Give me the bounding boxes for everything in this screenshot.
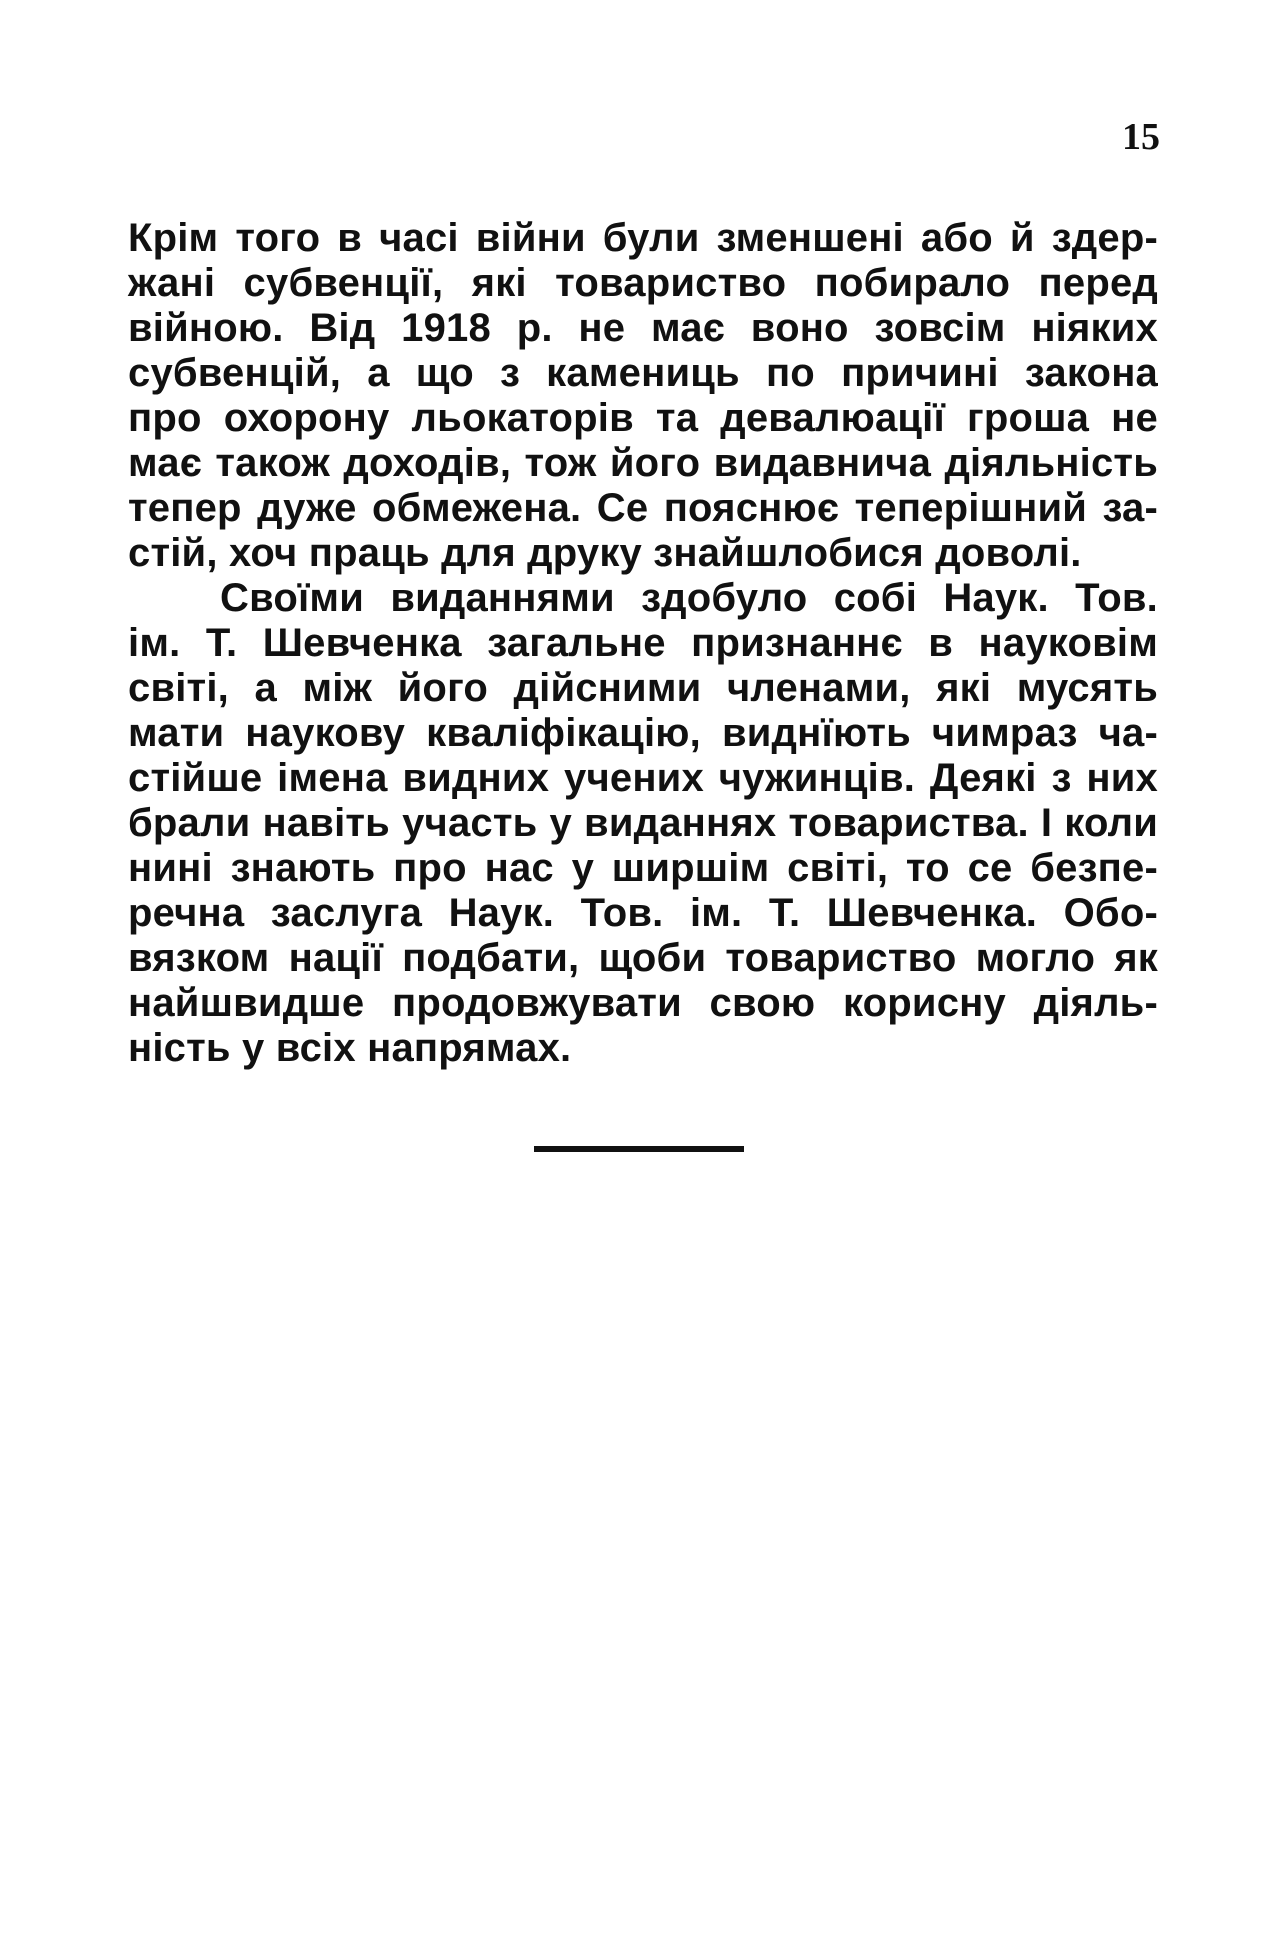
text-line: тепер дуже обмежена. Се пояснює теперішний за- xyxy=(128,486,1158,530)
text-line: жані субвенції, які товариство побирало перед xyxy=(128,261,1158,305)
text-line: Своїми виданнями здобуло собі Наук. Тов. xyxy=(220,576,1158,620)
text-line: ім. Т. Шевченка загальне признаннє в науковім xyxy=(128,621,1158,665)
text-line: речна заслуга Наук. Тов. ім. Т. Шевченка. Обо- xyxy=(128,891,1158,935)
text-line: мати наукову кваліфікацію, виднїють чимраз ча- xyxy=(128,711,1158,755)
text-line: найшвидше продовжувати свою корисну діяль- xyxy=(128,981,1158,1025)
text-line: про охорону льокаторів та девалюації гроша не xyxy=(128,396,1158,440)
text-line: стійше імена видних учених чужинців. Деякі з них xyxy=(128,756,1158,800)
text-line: ність у всіх напрямах. xyxy=(128,1026,572,1070)
text-line: вязком нації подбати, щоби товариство могло як xyxy=(128,936,1158,980)
text-line: стій, хоч праць для друку знайшлобися доволі. xyxy=(128,531,1082,575)
text-line: війною. Від 1918 р. не має воно зовсім ніяких xyxy=(128,306,1158,350)
section-end-rule xyxy=(534,1146,744,1152)
text-line: Крім того в часі війни були зменшені або й здер- xyxy=(128,216,1158,260)
page-number: 15 xyxy=(1122,116,1160,158)
text-line: має також доходів, тож його видавнича діяльність xyxy=(128,441,1158,485)
text-line: субвенцій, а що з камениць по причині закона xyxy=(128,351,1158,395)
body-text xyxy=(128,216,1158,1071)
text-line: світі, а між його дійсними членами, які мусять xyxy=(128,666,1158,710)
text-line: нині знають про нас у ширшім світі, то се безпе- xyxy=(128,846,1158,890)
text-line: брали навіть участь у виданнях товариства. І коли xyxy=(128,801,1158,845)
